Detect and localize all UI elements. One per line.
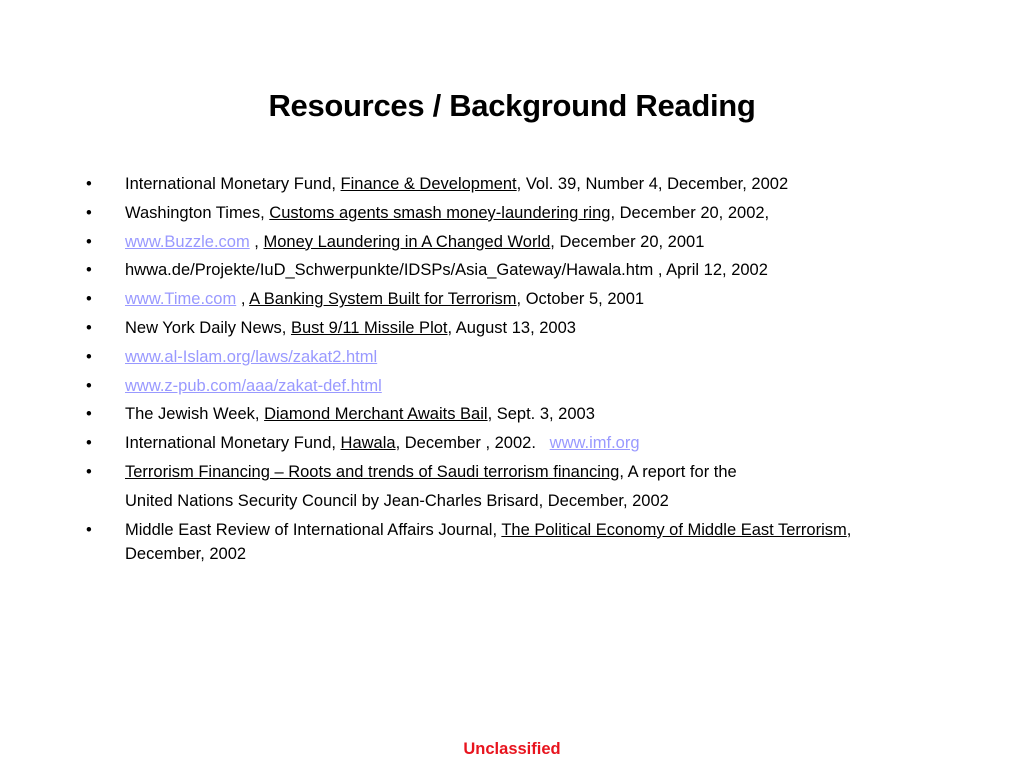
reference-title: Money Laundering in A Changed World [263,232,551,251]
reference-details: , December, 2002 [125,520,852,563]
reference-title: Customs agents smash money-laundering ring [269,203,611,222]
reference-title: Bust 9/11 Missile Plot [290,318,448,337]
reference-details: , A report for the [619,462,737,481]
bullet-icon: • [86,347,92,366]
classification-footer: Unclassified [463,740,561,758]
reference-source: New York Daily News, [125,318,291,337]
reference-link[interactable]: www.z-pub.com/aaa/zakat-def.html [125,376,382,395]
reference-title: Finance & Development [340,175,517,193]
reference-item-1 [84,170,924,199]
reference-source: International Monetary Fund, [125,434,341,453]
bullet-icon: • [86,520,92,539]
reference-separator: , [249,232,264,251]
reference-item-12 [84,518,924,566]
reference-title: A Banking System Built for Terrorism [249,290,517,309]
bullet-icon: • [86,175,92,193]
reference-item-3 [84,228,924,257]
reference-item-10 [84,429,924,458]
reference-title: The Political Economy of Middle East Terrorism [501,520,847,539]
bullet-icon: • [86,462,92,481]
reference-separator: , [236,290,250,309]
reference-continuation: United Nations Security Council by Jean-Charles Brisard, December, 2002 [125,491,669,510]
reference-item-4 [84,256,924,285]
reference-link[interactable]: www.al-Islam.org/laws/zakat2.html [125,347,378,366]
reference-item-9 [84,400,924,429]
bullet-icon: • [86,376,92,395]
reference-title: Hawala [340,434,396,453]
reference-item-8 [84,372,924,401]
reference-text: hwwa.de/Projekte/IuD_Schwerpunkte/IDSPs/Asia_Gateway/Hawala.htm , April 12, 2002 [125,261,768,280]
reference-details: , Vol. 39, Number 4, December, 2002 [516,175,789,193]
reference-details: , October 5, 2001 [516,290,645,309]
reference-link[interactable]: www.imf.org [549,434,640,453]
bullet-icon: • [86,318,92,337]
reference-item-2 [84,199,924,228]
reference-link[interactable]: www.Time.com [125,290,237,309]
reference-details: , December 20, 2001 [550,232,705,251]
reference-details: , Sept. 3, 2003 [487,405,595,424]
reference-title: Terrorism Financing – Roots and trends of Saudi terrorism financing [125,462,620,481]
bullet-icon: • [86,405,92,424]
reference-item-7 [84,343,924,372]
bullet-icon: • [86,290,92,309]
reference-source: International Monetary Fund, [125,175,341,193]
bullet-icon: • [86,232,92,251]
reference-item-5 [84,285,924,314]
bullet-icon: • [86,434,92,453]
bullet-icon: • [86,203,92,222]
reference-source: Washington Times, [125,203,270,222]
reference-details: , December , 2002. [395,434,550,453]
reference-title: Diamond Merchant Awaits Bail [264,405,488,424]
reference-details: , December 20, 2002, [610,203,770,222]
reference-source: Middle East Review of International Affairs Journal, [125,520,502,539]
bullet-icon: • [86,261,92,280]
reference-item-6 [84,314,924,343]
reference-source: The Jewish Week, [125,405,265,424]
slide-title: Resources / Background Reading [268,88,756,123]
reference-link[interactable]: www.Buzzle.com [125,232,250,251]
reference-details: , August 13, 2003 [447,318,576,337]
reference-item-11 [84,458,924,516]
reference-list [84,170,924,566]
